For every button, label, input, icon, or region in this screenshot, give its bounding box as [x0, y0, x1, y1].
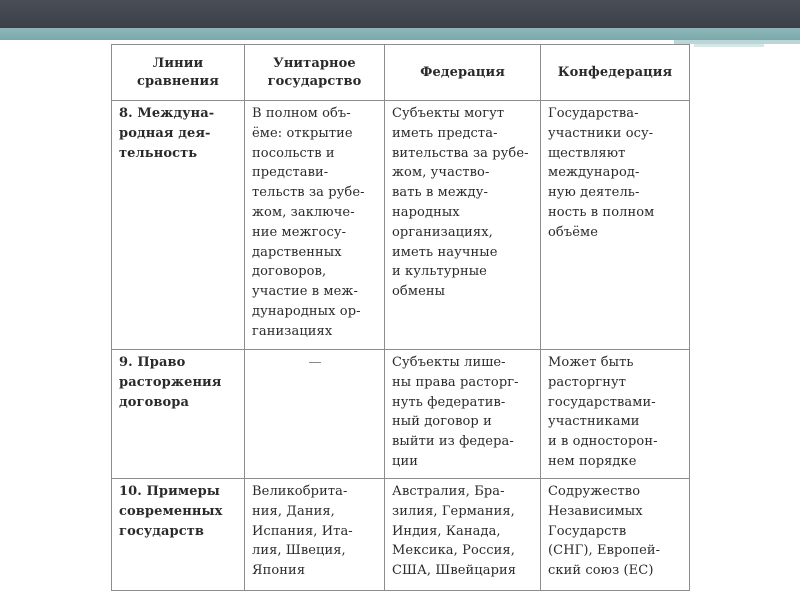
row-label: 9. Право расторжения договора [112, 350, 245, 479]
header-row [112, 45, 690, 101]
accent-notch-secondary [694, 44, 764, 47]
cell-federation: Субъекты лише- ны права расторг- нуть федератив- ный договор и выйти из федера- ции [385, 350, 541, 479]
cell-unitary: В полном объ- ёме: открытие посольств и представи- тельств за рубе- жом, заключе- ние межгосу- дарственных договоров, участие в меж- дународных ор- ганизациях [245, 101, 385, 350]
cell-federation: Субъекты могут иметь предста- вительства за рубе- жом, участво- вать в между- народных организациях, иметь научные и культурные обмены [385, 101, 541, 350]
title-bar [0, 0, 800, 28]
table-row [112, 479, 690, 591]
cell-unitary: — [245, 350, 385, 479]
header-federation: Федерация [385, 45, 541, 101]
header-confederation: Конфедерация [541, 45, 690, 101]
header-unitary-state: Унитарное государство [245, 45, 385, 101]
cell-unitary: Великобрита- ния, Дания, Испания, Ита- лия, Швеция, Япония [245, 479, 385, 591]
accent-stripe [0, 28, 800, 40]
cell-confederation: Может быть расторгнут государствами- участниками и в односторон- нем порядке [541, 350, 690, 479]
cell-federation: Австралия, Бра- зилия, Германия, Индия, Канада, Мексика, Россия, США, Швейцария [385, 479, 541, 591]
header-comparison-lines: Линии сравнения [112, 45, 245, 101]
row-label: 10. Примеры современных государств [112, 479, 245, 591]
row-label: 8. Междуна- родная дея- тельность [112, 101, 245, 350]
table-row [112, 101, 690, 350]
comparison-table [111, 44, 690, 591]
cell-confederation: Государства- участники осу- ществляют международ- ную деятель- ность в полном объёме [541, 101, 690, 350]
cell-confederation: Содружество Независимых Государств (СНГ), Европей- ский союз (ЕС) [541, 479, 690, 591]
table-row [112, 350, 690, 479]
